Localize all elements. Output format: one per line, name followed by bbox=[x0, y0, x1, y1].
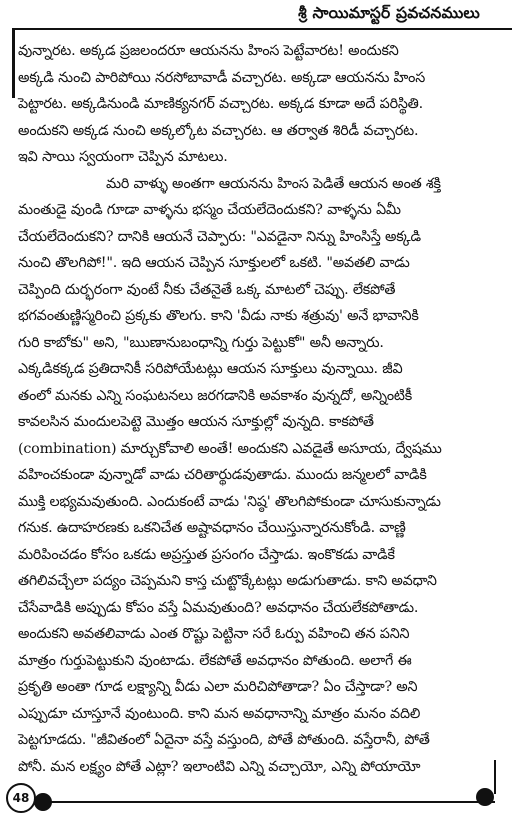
page-body bbox=[18, 38, 508, 780]
footer-right-rule bbox=[494, 760, 496, 794]
running-title: శ్రీ సాయిమాస్టర్ ప్రవచనములు bbox=[298, 4, 480, 22]
header-rule bbox=[12, 28, 512, 30]
footer-rule bbox=[45, 801, 495, 803]
header-left-rule bbox=[12, 28, 15, 98]
footer-left-dot bbox=[34, 793, 52, 811]
paragraph-1: వున్నారట. అక్కడ ప్రజలందరూ ఆయనను హింస పెట్టేవారట! అందుకని అక్కడి నుంచి పారిపోయి నరసోబావాడీ వచ్చారట. అక్కడా ఆయనను హింస పెట్టారట. అక్కడినుండి మాణిక్యనగర్ వచ్చారట. అక్కడ కూడా అదే పరిస్థితి. అందుకని అక్కడ నుంచి అక్కల్కోట వచ్చారట. ఆ తర్వాత శిరిడీ వచ్చారట. ఇవి సాయి స్వయంగా చెప్పిన మాటలు. bbox=[18, 43, 426, 165]
page-number: 48 bbox=[6, 783, 36, 813]
paragraph-2: మరి వాళ్ళు అంతగా ఆయనను హింస పెడితే ఆయన అంత శక్తి మంతుడై వుండి గూడా వాళ్ళను భస్మం చేయలేదెందుకని? వాళ్ళను ఏమీ చేయలేదెందుకని? దానికి ఆయనే చెప్పారు: "ఎవడైనా నిన్ను హింసిస్తే అక్కడి నుంచి తొలగిపో!". ఇది ఆయన చెప్పిన సూక్తులలో ఒకటి. "అవతలి వాడు చెప్పింది దుర్భరంగా వుంటే నీకు చేతనైతే ఒక్క మాటలో చెప్పు. లేకపోతే భగవంతుణ్ణిస్మరించి ప్రక్కకు తొలగు. కాని 'వీడు నాకు శత్రువు' అనే భావానికి గురి కాబోకు" అని, "ఋణానుబంధాన్ని గుర్తు పెట్టుకో" అనీ అన్నారు. ఎక్కడికక్కడ ప్రతిదానికీ సరిపోయేటట్లు ఆయన సూక్తులు వున్నాయి. జీవి తంలో మనకు ఎన్ని సంఘటనలు జరగడానికి అవకాశం వున్నదో, అన్నింటికీ కావలసిన మందులపెట్టె మొత్తం ఆయన సూక్తుల్లో వున్నది. కాకపోతే (combination) మార్చుకోవాలి అంతే! అందుకని ఎవడైతే అసూయ, ద్వేషము వహించకుండా వున్నాడో వాడు చరితార్థుడవుతాడు. ముందు జన్మలలో వాడికి ముక్తి లభ్యమవుతుంది. ఎందుకంటే వాడు 'నిష్ఠ' తొలగిపోకుండా చూసుకున్నాడు గనుక. ఉదాహరణకు ఒకనిచేత అష్టావధానం చేయిస్తున్నారనుకోండి. వాణ్ణి మరిపించడం కోసం ఒకడు అప్రస్తుత ప్రసంగం చేస్తాడు. ఇంకొకడు వాడికే తగిలివచ్చేలా పద్యం చెప్పమని కాస్త చుట్టొక్కేటట్లు అడుగుతాడు. కాని అవధాని చేసేవాడికి అప్పుడు కోపం వస్తే ఏమవుతుంది? అవధానం చేయలేకపోతాడు. అందుకని అవతలివాడు ఎంత రొష్టు పెట్టినా సరే ఓర్పు వహించి తన పనిని మాత్రం గుర్తుపెట్టుకుని వుంటాడు. లేకపోతే అవధానం పోతుంది. అలాగే ఈ ప్రకృతి అంతా గూడ లక్ష్యాన్ని వీడు ఎలా మరిచిపోతాడా? ఏం చేస్తాడా? అని ఎప్పుడూ చూస్తూనే వుంటుంది. కాని మన అవధానాన్ని మాత్రం మనం వదిలి పెట్టగూడదు. "జీవితంలో ఏదైనా వస్తే వస్తుంది, పోతే పోతుంది. వస్తేరానీ, పోతే పోనీ. మన లక్ష్యం పోతే ఎట్లా? ఇలాంటివి ఎన్ని వచ్చాయో, ఎన్ని పోయాయో bbox=[18, 175, 442, 775]
footer-right-dot bbox=[476, 788, 494, 806]
page-header bbox=[0, 0, 520, 34]
